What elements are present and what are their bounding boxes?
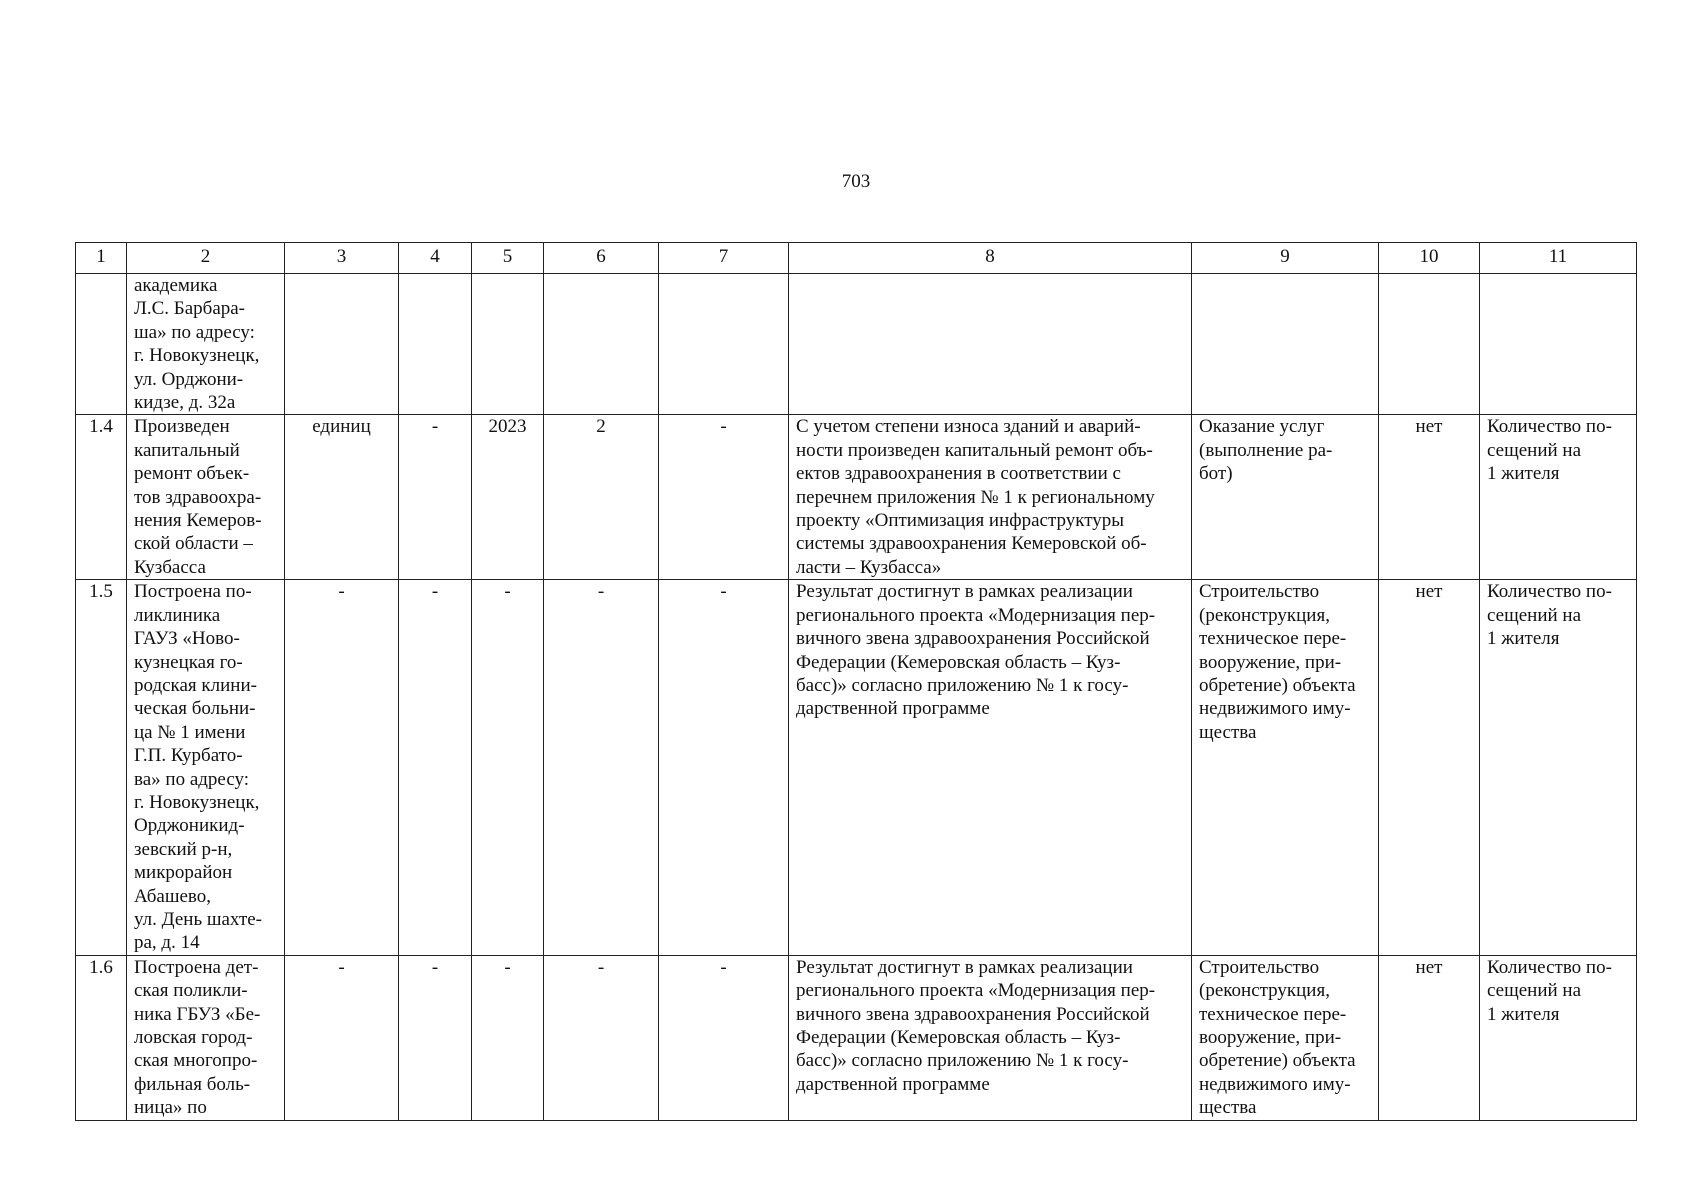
text-line: ул. Орджони- <box>134 368 244 390</box>
text-line: системы здравоохранения Кемеровской об- <box>796 533 1147 555</box>
text-line: Количество по- <box>1487 956 1612 978</box>
text-line: ша» по адресу: <box>134 321 255 343</box>
text-line: басс)» согласно приложению № 1 к госу- <box>796 1050 1129 1072</box>
row-number-cell: 1.4 <box>76 415 127 580</box>
value-cell <box>659 274 789 415</box>
value-cell: - <box>659 580 789 956</box>
column-header: 4 <box>399 243 472 274</box>
text-line: Произведен <box>134 416 230 438</box>
flag-cell: нет <box>1379 580 1480 956</box>
result-name-cell <box>127 955 285 1120</box>
row-number-cell: 1.6 <box>76 955 127 1120</box>
text-line: перечнем приложения № 1 к региональному <box>796 486 1155 508</box>
text-line: дарственной программе <box>796 1073 990 1095</box>
text-line: капитальный <box>134 439 240 461</box>
text-line: (реконструкция, <box>1199 604 1330 626</box>
text-line: кидзе, д. 32а <box>134 392 236 414</box>
text-line: сещений на <box>1487 980 1582 1002</box>
value-cell: - <box>399 955 472 1120</box>
column-header: 2 <box>127 243 285 274</box>
type-cell <box>1192 955 1379 1120</box>
type-cell <box>1192 415 1379 580</box>
value-cell: - <box>659 415 789 580</box>
text-line: Орджоникид- <box>134 815 245 837</box>
flag-cell: нет <box>1379 955 1480 1120</box>
text-line: ца № 1 имени <box>134 721 246 743</box>
unit-cell: - <box>285 580 399 956</box>
text-line: С учетом степени износа зданий и аварий- <box>796 416 1141 438</box>
result-name-cell <box>127 580 285 956</box>
description-cell <box>789 955 1192 1120</box>
text-line: ская многопро- <box>134 1050 258 1072</box>
text-line: Федерации (Кемеровская область – Куз- <box>796 651 1121 673</box>
value-cell: - <box>399 415 472 580</box>
text-line: недвижимого иму- <box>1199 698 1351 720</box>
text-line: 1 жителя <box>1487 463 1560 485</box>
text-line: нения Кемеров- <box>134 510 262 532</box>
text-line: Строительство <box>1199 581 1320 603</box>
result-name-cell <box>127 415 285 580</box>
text-line: фильная боль- <box>134 1073 251 1095</box>
text-line: Федерации (Кемеровская область – Куз- <box>796 1027 1121 1048</box>
page-number: 703 <box>841 171 871 192</box>
text-line: обретение) объекта <box>1199 674 1356 696</box>
text-line: ласти – Кузбасса» <box>796 556 942 578</box>
column-header: 1 <box>76 243 127 274</box>
text-line: Результат достигнут в рамках реализации <box>796 581 1133 603</box>
text-line: ектов здравоохранения в соответствии с <box>796 463 1121 485</box>
value-cell: - <box>544 955 659 1120</box>
value-cell <box>399 274 472 415</box>
text-line: родская клини- <box>134 674 257 696</box>
text-line: ловская город- <box>134 1027 253 1048</box>
text-line: академика <box>134 275 218 296</box>
text-line: вооружение, при- <box>1199 1027 1342 1048</box>
text-line: зевский р-н, <box>134 838 233 860</box>
text-line: сещений на <box>1487 439 1582 461</box>
row-number-cell: 1.5 <box>76 580 127 956</box>
text-line: вооружение, при- <box>1199 651 1342 673</box>
text-line: Строительство <box>1199 956 1320 978</box>
text-line: ва» по адресу: <box>134 768 250 790</box>
column-header: 9 <box>1192 243 1379 274</box>
flag-cell: нет <box>1379 415 1480 580</box>
year-cell: 2023 <box>472 415 544 580</box>
value-cell: - <box>544 580 659 956</box>
value-cell <box>544 274 659 415</box>
unit-cell: единиц <box>285 415 399 580</box>
column-number-row <box>76 243 1637 274</box>
text-line: (выполнение ра- <box>1199 439 1333 461</box>
column-header: 6 <box>544 243 659 274</box>
text-line: (реконструкция, <box>1199 980 1330 1002</box>
text-line: бот) <box>1199 463 1233 485</box>
text-line: Построена по- <box>134 581 252 603</box>
indicator-cell <box>1480 580 1637 956</box>
description-cell <box>789 580 1192 956</box>
table-row <box>76 415 1637 580</box>
text-line: ремонт объек- <box>134 463 250 485</box>
text-line: ческая больни- <box>134 698 256 720</box>
text-line: Л.С. Барбара- <box>134 298 246 320</box>
indicator-cell <box>1480 415 1637 580</box>
text-line: ница» по <box>134 1097 207 1119</box>
results-table <box>75 242 1637 1121</box>
year-cell: - <box>472 955 544 1120</box>
column-header: 8 <box>789 243 1192 274</box>
text-line: ул. День шахте- <box>134 908 263 930</box>
column-header: 10 <box>1379 243 1480 274</box>
text-line: Г.П. Курбато- <box>134 745 243 767</box>
text-line: ская поликли- <box>134 980 248 1002</box>
text-line: кузнецкая го- <box>134 651 243 673</box>
table-row <box>76 274 1637 415</box>
text-line: Оказание услуг <box>1199 416 1325 438</box>
text-line: проекту «Оптимизация инфраструктуры <box>796 510 1125 532</box>
text-line: Количество по- <box>1487 416 1612 438</box>
text-line: ника ГБУЗ «Бе- <box>134 1003 261 1025</box>
description-cell <box>789 274 1192 415</box>
result-name-cell <box>127 274 285 415</box>
text-line: г. Новокузнецк, <box>134 791 260 813</box>
text-line: сещений на <box>1487 604 1582 626</box>
unit-cell: - <box>285 955 399 1120</box>
indicator-cell <box>1480 955 1637 1120</box>
type-cell <box>1192 274 1379 415</box>
unit-cell <box>285 274 399 415</box>
text-line: техническое пере- <box>1199 1003 1347 1025</box>
value-cell: - <box>659 955 789 1120</box>
text-line: ской области – <box>134 533 253 555</box>
text-line: дарственной программе <box>796 698 990 720</box>
column-header: 11 <box>1480 243 1637 274</box>
indicator-cell <box>1480 274 1637 415</box>
row-number-cell <box>76 274 127 415</box>
text-line: Абашево, <box>134 885 212 907</box>
type-cell <box>1192 580 1379 956</box>
text-line: 1 жителя <box>1487 1003 1560 1025</box>
text-line: 1 жителя <box>1487 628 1560 650</box>
text-line: г. Новокузнецк, <box>134 345 260 367</box>
text-line: Кузбасса <box>134 556 206 578</box>
text-line: вичного звена здравоохранения Российской <box>796 1003 1150 1025</box>
text-line: вичного звена здравоохранения Российской <box>796 628 1150 650</box>
text-line: Количество по- <box>1487 581 1612 603</box>
table-row <box>76 955 1637 1120</box>
text-line: ра, д. 14 <box>134 932 200 954</box>
value-cell: 2 <box>544 415 659 580</box>
year-cell: - <box>472 580 544 956</box>
text-line: Построена дет- <box>134 956 259 978</box>
text-line: щества <box>1199 721 1257 743</box>
column-header: 7 <box>659 243 789 274</box>
text-line: регионального проекта «Модернизация пер- <box>796 604 1156 626</box>
text-line: регионального проекта «Модернизация пер- <box>796 980 1156 1002</box>
text-line: микрорайон <box>134 862 233 884</box>
year-cell <box>472 274 544 415</box>
text-line: техническое пере- <box>1199 628 1347 650</box>
flag-cell <box>1379 274 1480 415</box>
text-line: Результат достигнут в рамках реализации <box>796 956 1133 978</box>
column-header: 5 <box>472 243 544 274</box>
text-line: ности произведен капитальный ремонт объ- <box>796 439 1153 461</box>
text-line: щества <box>1199 1097 1257 1119</box>
table-row <box>76 580 1637 956</box>
column-header: 3 <box>285 243 399 274</box>
text-line: ликлиника <box>134 604 221 626</box>
text-line: обретение) объекта <box>1199 1050 1356 1072</box>
value-cell: - <box>399 580 472 956</box>
text-line: тов здравоохра- <box>134 486 262 508</box>
description-cell <box>789 415 1192 580</box>
text-line: басс)» согласно приложению № 1 к госу- <box>796 674 1129 696</box>
text-line: ГАУЗ «Ново- <box>134 628 240 650</box>
text-line: недвижимого иму- <box>1199 1073 1351 1095</box>
